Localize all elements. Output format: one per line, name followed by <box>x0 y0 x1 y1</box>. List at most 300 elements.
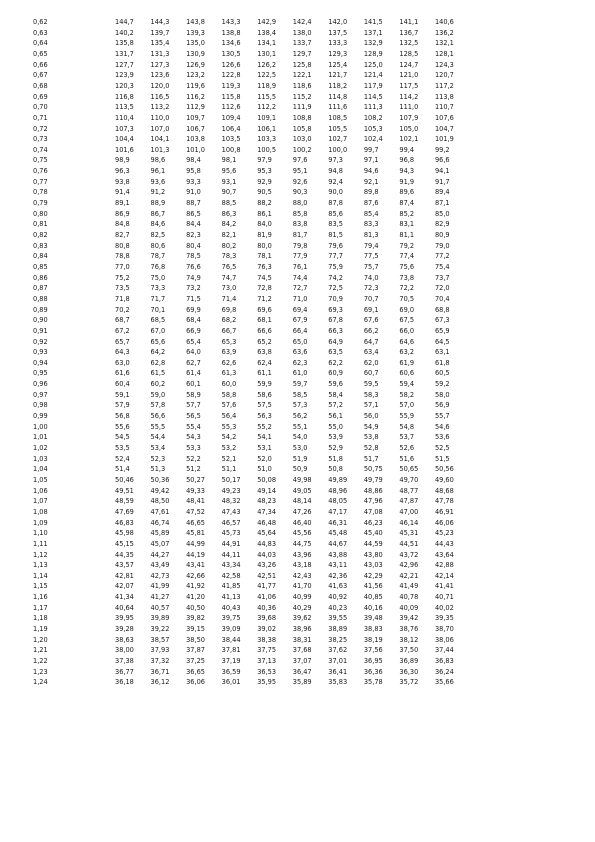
value-cell: 43,11 <box>328 561 348 570</box>
row-key-cell: 1,19 <box>33 625 48 634</box>
value-cell: 66,9 <box>186 326 201 335</box>
value-cell: 71,2 <box>257 294 272 303</box>
value-cell: 55,4 <box>186 422 201 431</box>
value-cell: 72,2 <box>399 284 415 293</box>
value-cell: 39,42 <box>399 614 419 623</box>
value-cell: 51,2 <box>186 465 201 474</box>
value-cell: 39,62 <box>292 614 312 623</box>
value-cell: 38,57 <box>150 635 170 644</box>
value-cell: 39,28 <box>115 625 134 634</box>
value-cell: 104,4 <box>115 135 134 144</box>
value-cell: 85,8 <box>292 209 308 218</box>
value-cell: 59,4 <box>399 380 415 389</box>
value-cell: 101,3 <box>150 145 170 154</box>
value-cell: 55,1 <box>292 422 308 431</box>
value-cell: 65,0 <box>292 337 308 346</box>
value-cell: 119,3 <box>221 81 241 90</box>
value-cell: 44,03 <box>257 550 277 559</box>
value-cell: 143,3 <box>221 18 241 26</box>
row-key-cell: 1,12 <box>33 550 48 559</box>
value-cell: 42,29 <box>363 571 383 580</box>
row-key-cell: 0,99 <box>33 412 48 421</box>
value-cell: 43,34 <box>221 561 241 570</box>
value-cell: 40,50 <box>186 603 205 612</box>
value-cell: 122,8 <box>221 71 241 80</box>
table-row <box>33 326 563 337</box>
value-cell: 84,8 <box>115 220 130 229</box>
value-cell: 37,56 <box>363 646 383 655</box>
value-cell: 36,41 <box>328 667 348 676</box>
value-cell: 93,1 <box>221 177 237 186</box>
row-key-cell: 0,66 <box>33 60 48 69</box>
value-cell: 85,6 <box>328 209 343 218</box>
value-cell: 67,3 <box>434 316 450 325</box>
value-cell: 35,89 <box>292 678 312 687</box>
value-cell: 37,32 <box>150 657 170 665</box>
value-cell: 63,4 <box>363 348 379 357</box>
value-cell: 114,2 <box>399 92 419 101</box>
value-cell: 52,3 <box>150 454 166 463</box>
table-row <box>33 38 563 49</box>
value-cell: 134,1 <box>257 39 277 48</box>
value-cell: 77,9 <box>292 252 308 261</box>
value-cell: 57,1 <box>363 401 379 410</box>
value-cell: 64,9 <box>328 337 343 346</box>
value-cell: 46,48 <box>257 518 277 527</box>
value-cell: 111,3 <box>363 103 383 112</box>
value-cell: 138,4 <box>257 28 277 37</box>
value-cell: 111,0 <box>399 103 419 112</box>
value-cell: 41,13 <box>221 593 241 602</box>
value-cell: 56,4 <box>221 412 237 421</box>
value-cell: 126,2 <box>257 60 277 69</box>
value-cell: 36,89 <box>399 657 419 665</box>
value-cell: 65,7 <box>115 337 130 346</box>
value-cell: 92,4 <box>328 177 343 186</box>
value-cell: 98,6 <box>150 156 166 165</box>
value-cell: 42,96 <box>399 561 419 570</box>
value-cell: 137,5 <box>328 28 348 37</box>
value-cell: 40,85 <box>363 593 383 602</box>
value-cell: 123,6 <box>150 71 170 80</box>
row-key-cell: 1,02 <box>33 444 48 452</box>
row-key-cell: 0,68 <box>33 81 48 90</box>
value-cell: 70,2 <box>115 305 130 314</box>
value-cell: 81,1 <box>399 231 415 239</box>
table-row <box>33 347 563 358</box>
value-cell: 41,49 <box>399 582 419 591</box>
value-cell: 141,1 <box>399 18 419 26</box>
value-cell: 89,1 <box>115 199 130 208</box>
value-cell: 108,8 <box>292 113 312 122</box>
value-cell: 47,52 <box>186 507 205 516</box>
value-cell: 56,0 <box>363 412 379 421</box>
value-cell: 48,23 <box>257 497 277 506</box>
table-row <box>33 635 563 646</box>
value-cell: 86,3 <box>221 209 237 218</box>
value-cell: 54,3 <box>186 433 201 442</box>
value-cell: 37,75 <box>257 646 277 655</box>
value-cell: 114,8 <box>328 92 348 101</box>
value-cell: 95,6 <box>221 167 237 176</box>
value-cell: 81,3 <box>363 231 379 239</box>
row-key-cell: 1,13 <box>33 561 48 570</box>
value-cell: 39,48 <box>363 614 383 623</box>
row-key-cell: 1,18 <box>33 614 48 623</box>
value-cell: 105,8 <box>292 124 312 133</box>
value-cell: 106,7 <box>186 124 205 133</box>
value-cell: 111,9 <box>292 103 312 112</box>
value-cell: 75,6 <box>399 262 415 271</box>
value-cell: 53,8 <box>363 433 379 442</box>
value-cell: 51,7 <box>363 454 379 463</box>
row-key-cell: 0,75 <box>33 156 48 165</box>
value-cell: 40,36 <box>257 603 277 612</box>
value-cell: 127,3 <box>150 60 170 69</box>
value-cell: 38,63 <box>115 635 134 644</box>
value-cell: 68,7 <box>115 316 130 325</box>
value-cell: 63,5 <box>328 348 343 357</box>
value-cell: 47,78 <box>434 497 454 506</box>
value-cell: 116,2 <box>186 92 205 101</box>
value-cell: 54,9 <box>363 422 379 431</box>
table-row <box>33 134 563 145</box>
value-cell: 41,92 <box>186 582 205 591</box>
row-key-cell: 1,24 <box>33 678 48 687</box>
table-row <box>33 113 563 124</box>
value-cell: 86,5 <box>186 209 201 218</box>
value-cell: 61,5 <box>150 369 166 378</box>
value-cell: 53,6 <box>434 433 450 442</box>
value-cell: 112,9 <box>186 103 205 112</box>
value-cell: 116,8 <box>115 92 134 101</box>
row-key-cell: 0,63 <box>33 28 48 37</box>
value-cell: 38,31 <box>292 635 312 644</box>
value-cell: 46,23 <box>363 518 383 527</box>
value-cell: 125,4 <box>328 60 348 69</box>
value-cell: 39,22 <box>150 625 170 634</box>
value-cell: 117,2 <box>434 81 454 90</box>
row-key-cell: 0,85 <box>33 262 48 271</box>
table-row <box>33 28 563 39</box>
value-cell: 66,7 <box>221 326 237 335</box>
table-row <box>33 475 563 486</box>
row-key-cell: 0,97 <box>33 390 48 399</box>
row-key-cell: 1,22 <box>33 657 48 665</box>
table-row <box>33 145 563 156</box>
value-cell: 115,5 <box>257 92 277 101</box>
value-cell: 51,4 <box>115 465 130 474</box>
value-cell: 38,19 <box>363 635 383 644</box>
value-cell: 38,25 <box>328 635 348 644</box>
value-cell: 53,5 <box>115 444 130 452</box>
value-cell: 95,3 <box>257 167 272 176</box>
value-cell: 77,0 <box>115 262 130 271</box>
value-cell: 72,8 <box>257 284 272 293</box>
row-key-cell: 1,11 <box>33 539 48 548</box>
value-cell: 53,3 <box>186 444 201 452</box>
value-cell: 44,43 <box>434 539 454 548</box>
value-cell: 88,2 <box>257 199 272 208</box>
value-cell: 63,2 <box>399 348 415 357</box>
row-key-cell: 0,87 <box>33 284 48 293</box>
value-cell: 84,4 <box>186 220 201 229</box>
value-cell: 103,8 <box>186 135 205 144</box>
value-cell: 65,9 <box>434 326 450 335</box>
value-cell: 71,5 <box>186 294 201 303</box>
value-cell: 75,2 <box>115 273 130 282</box>
value-cell: 58,4 <box>328 390 343 399</box>
table-row <box>33 294 563 305</box>
value-cell: 50,8 <box>328 465 343 474</box>
value-cell: 51,0 <box>257 465 272 474</box>
table-row <box>33 17 563 28</box>
value-cell: 80,2 <box>221 241 237 250</box>
value-cell: 59,5 <box>363 380 379 389</box>
value-cell: 110,0 <box>150 113 170 122</box>
table-row <box>33 262 563 273</box>
value-cell: 66,0 <box>399 326 415 335</box>
value-cell: 138,8 <box>221 28 241 37</box>
table-row <box>33 70 563 81</box>
value-cell: 100,2 <box>292 145 312 154</box>
table-row <box>33 486 563 497</box>
value-cell: 127,7 <box>115 60 134 69</box>
table-row <box>33 581 563 592</box>
value-cell: 64,7 <box>363 337 379 346</box>
value-cell: 44,91 <box>221 539 241 548</box>
value-cell: 129,7 <box>292 49 312 58</box>
value-cell: 49,14 <box>257 486 277 495</box>
value-cell: 124,7 <box>399 60 419 69</box>
value-cell: 133,3 <box>328 39 348 48</box>
value-cell: 80,8 <box>115 241 130 250</box>
value-cell: 85,4 <box>363 209 379 218</box>
value-cell: 61,1 <box>257 369 272 378</box>
value-cell: 41,06 <box>257 593 277 602</box>
value-cell: 67,5 <box>399 316 415 325</box>
value-cell: 87,1 <box>434 199 450 208</box>
value-cell: 74,2 <box>328 273 343 282</box>
value-cell: 63,8 <box>257 348 272 357</box>
value-cell: 78,5 <box>186 252 201 261</box>
value-cell: 142,4 <box>292 18 312 26</box>
value-cell: 43,72 <box>399 550 419 559</box>
value-cell: 70,5 <box>399 294 415 303</box>
row-key-cell: 1,10 <box>33 529 48 538</box>
value-cell: 45,64 <box>257 529 277 538</box>
value-cell: 49,89 <box>328 475 348 484</box>
value-cell: 35,66 <box>434 678 454 687</box>
value-cell: 77,4 <box>399 252 415 261</box>
value-cell: 91,7 <box>434 177 450 186</box>
value-cell: 52,1 <box>221 454 237 463</box>
value-cell: 116,5 <box>150 92 170 101</box>
value-cell: 67,2 <box>115 326 130 335</box>
value-cell: 91,0 <box>186 188 201 197</box>
value-cell: 45,98 <box>115 529 134 538</box>
value-cell: 39,95 <box>115 614 134 623</box>
value-cell: 97,1 <box>363 156 379 165</box>
value-cell: 47,17 <box>328 507 348 516</box>
value-cell: 75,7 <box>363 262 379 271</box>
value-cell: 43,49 <box>150 561 170 570</box>
table-row <box>33 518 563 529</box>
row-key-cell: 0,83 <box>33 241 48 250</box>
value-cell: 80,6 <box>150 241 166 250</box>
value-cell: 67,8 <box>328 316 343 325</box>
value-cell: 73,2 <box>186 284 201 293</box>
value-cell: 62,7 <box>186 358 201 367</box>
value-cell: 49,79 <box>363 475 383 484</box>
value-cell: 66,3 <box>328 326 343 335</box>
value-cell: 44,59 <box>363 539 383 548</box>
value-cell: 130,1 <box>257 49 277 58</box>
value-cell: 50,65 <box>399 465 419 474</box>
value-cell: 107,6 <box>434 113 454 122</box>
value-cell: 35,78 <box>363 678 383 687</box>
value-cell: 56,2 <box>292 412 308 421</box>
table-row <box>33 656 563 667</box>
value-cell: 132,9 <box>363 39 383 48</box>
value-cell: 40,57 <box>150 603 170 612</box>
value-cell: 59,2 <box>434 380 450 389</box>
value-cell: 55,5 <box>150 422 166 431</box>
value-cell: 83,8 <box>292 220 308 229</box>
value-cell: 79,8 <box>292 241 308 250</box>
value-cell: 40,43 <box>221 603 241 612</box>
value-cell: 90,0 <box>328 188 343 197</box>
row-key-cell: 0,92 <box>33 337 48 346</box>
value-cell: 108,2 <box>363 113 383 122</box>
value-cell: 57,5 <box>257 401 272 410</box>
value-cell: 86,1 <box>257 209 272 218</box>
table-row <box>33 102 563 113</box>
row-key-cell: 1,00 <box>33 422 48 431</box>
value-cell: 60,5 <box>434 369 450 378</box>
value-cell: 58,3 <box>363 390 379 399</box>
value-cell: 120,0 <box>150 81 170 90</box>
table-row <box>33 443 563 454</box>
value-cell: 54,8 <box>399 422 415 431</box>
row-key-cell: 0,93 <box>33 348 48 357</box>
value-cell: 68,2 <box>221 316 237 325</box>
value-cell: 36,71 <box>150 667 170 676</box>
value-cell: 70,4 <box>434 294 450 303</box>
value-cell: 55,3 <box>221 422 237 431</box>
value-cell: 62,2 <box>328 358 343 367</box>
value-cell: 40,02 <box>434 603 454 612</box>
value-cell: 144,3 <box>150 18 170 26</box>
value-cell: 74,4 <box>292 273 308 282</box>
value-cell: 46,06 <box>434 518 454 527</box>
value-cell: 72,3 <box>363 284 379 293</box>
value-cell: 42,07 <box>115 582 134 591</box>
value-cell: 82,5 <box>150 231 166 239</box>
value-cell: 92,6 <box>292 177 308 186</box>
value-cell: 54,5 <box>115 433 130 442</box>
row-key-cell: 1,15 <box>33 582 48 591</box>
value-cell: 69,6 <box>257 305 272 314</box>
value-cell: 55,9 <box>399 412 415 421</box>
value-cell: 43,96 <box>292 550 312 559</box>
value-cell: 109,1 <box>257 113 277 122</box>
value-cell: 55,0 <box>328 422 343 431</box>
row-key-cell: 0,78 <box>33 188 48 197</box>
value-cell: 63,0 <box>115 358 130 367</box>
value-cell: 38,76 <box>399 625 419 634</box>
table-row <box>33 432 563 443</box>
row-key-cell: 1,08 <box>33 507 48 516</box>
table-row <box>33 390 563 401</box>
value-cell: 107,3 <box>115 124 134 133</box>
row-key-cell: 0,81 <box>33 220 48 229</box>
value-cell: 39,09 <box>221 625 241 634</box>
value-cell: 96,3 <box>115 167 130 176</box>
value-cell: 115,8 <box>221 92 241 101</box>
value-cell: 68,4 <box>186 316 201 325</box>
value-cell: 43,03 <box>363 561 383 570</box>
value-cell: 107,9 <box>399 113 419 122</box>
value-cell: 49,42 <box>150 486 170 495</box>
value-cell: 44,99 <box>186 539 205 548</box>
row-key-cell: 0,89 <box>33 305 48 314</box>
value-cell: 39,15 <box>186 625 205 634</box>
value-cell: 49,33 <box>186 486 205 495</box>
value-cell: 99,4 <box>399 145 415 154</box>
value-cell: 40,71 <box>434 593 454 602</box>
value-cell: 91,4 <box>115 188 130 197</box>
value-cell: 58,8 <box>221 390 237 399</box>
value-cell: 66,6 <box>257 326 272 335</box>
value-cell: 39,89 <box>150 614 170 623</box>
value-cell: 109,4 <box>221 113 241 122</box>
value-cell: 101,6 <box>115 145 134 154</box>
value-cell: 44,67 <box>328 539 348 548</box>
value-cell: 48,59 <box>115 497 134 506</box>
value-cell: 38,89 <box>328 625 348 634</box>
value-cell: 110,4 <box>115 113 134 122</box>
value-cell: 38,70 <box>434 625 454 634</box>
value-cell: 96,6 <box>434 156 450 165</box>
value-cell: 103,5 <box>221 135 241 144</box>
value-cell: 73,8 <box>399 273 415 282</box>
value-cell: 78,8 <box>115 252 130 261</box>
value-cell: 60,4 <box>115 380 130 389</box>
value-cell: 41,63 <box>328 582 348 591</box>
value-cell: 41,20 <box>186 593 205 602</box>
value-cell: 57,3 <box>292 401 308 410</box>
table-row <box>33 124 563 135</box>
table-row <box>33 283 563 294</box>
value-cell: 52,6 <box>399 444 415 452</box>
value-cell: 45,56 <box>292 529 312 538</box>
row-key-cell: 0,65 <box>33 49 48 58</box>
value-cell: 133,7 <box>292 39 312 48</box>
table-row <box>33 251 563 262</box>
value-cell: 67,6 <box>363 316 379 325</box>
value-cell: 134,6 <box>221 39 241 48</box>
value-cell: 120,3 <box>115 81 134 90</box>
value-cell: 142,9 <box>257 18 277 26</box>
value-cell: 80,9 <box>434 231 450 239</box>
value-cell: 91,9 <box>399 177 415 186</box>
value-cell: 45,89 <box>150 529 170 538</box>
value-cell: 42,81 <box>115 571 134 580</box>
value-cell: 37,25 <box>186 657 205 665</box>
value-cell: 62,6 <box>221 358 237 367</box>
value-cell: 52,4 <box>115 454 130 463</box>
